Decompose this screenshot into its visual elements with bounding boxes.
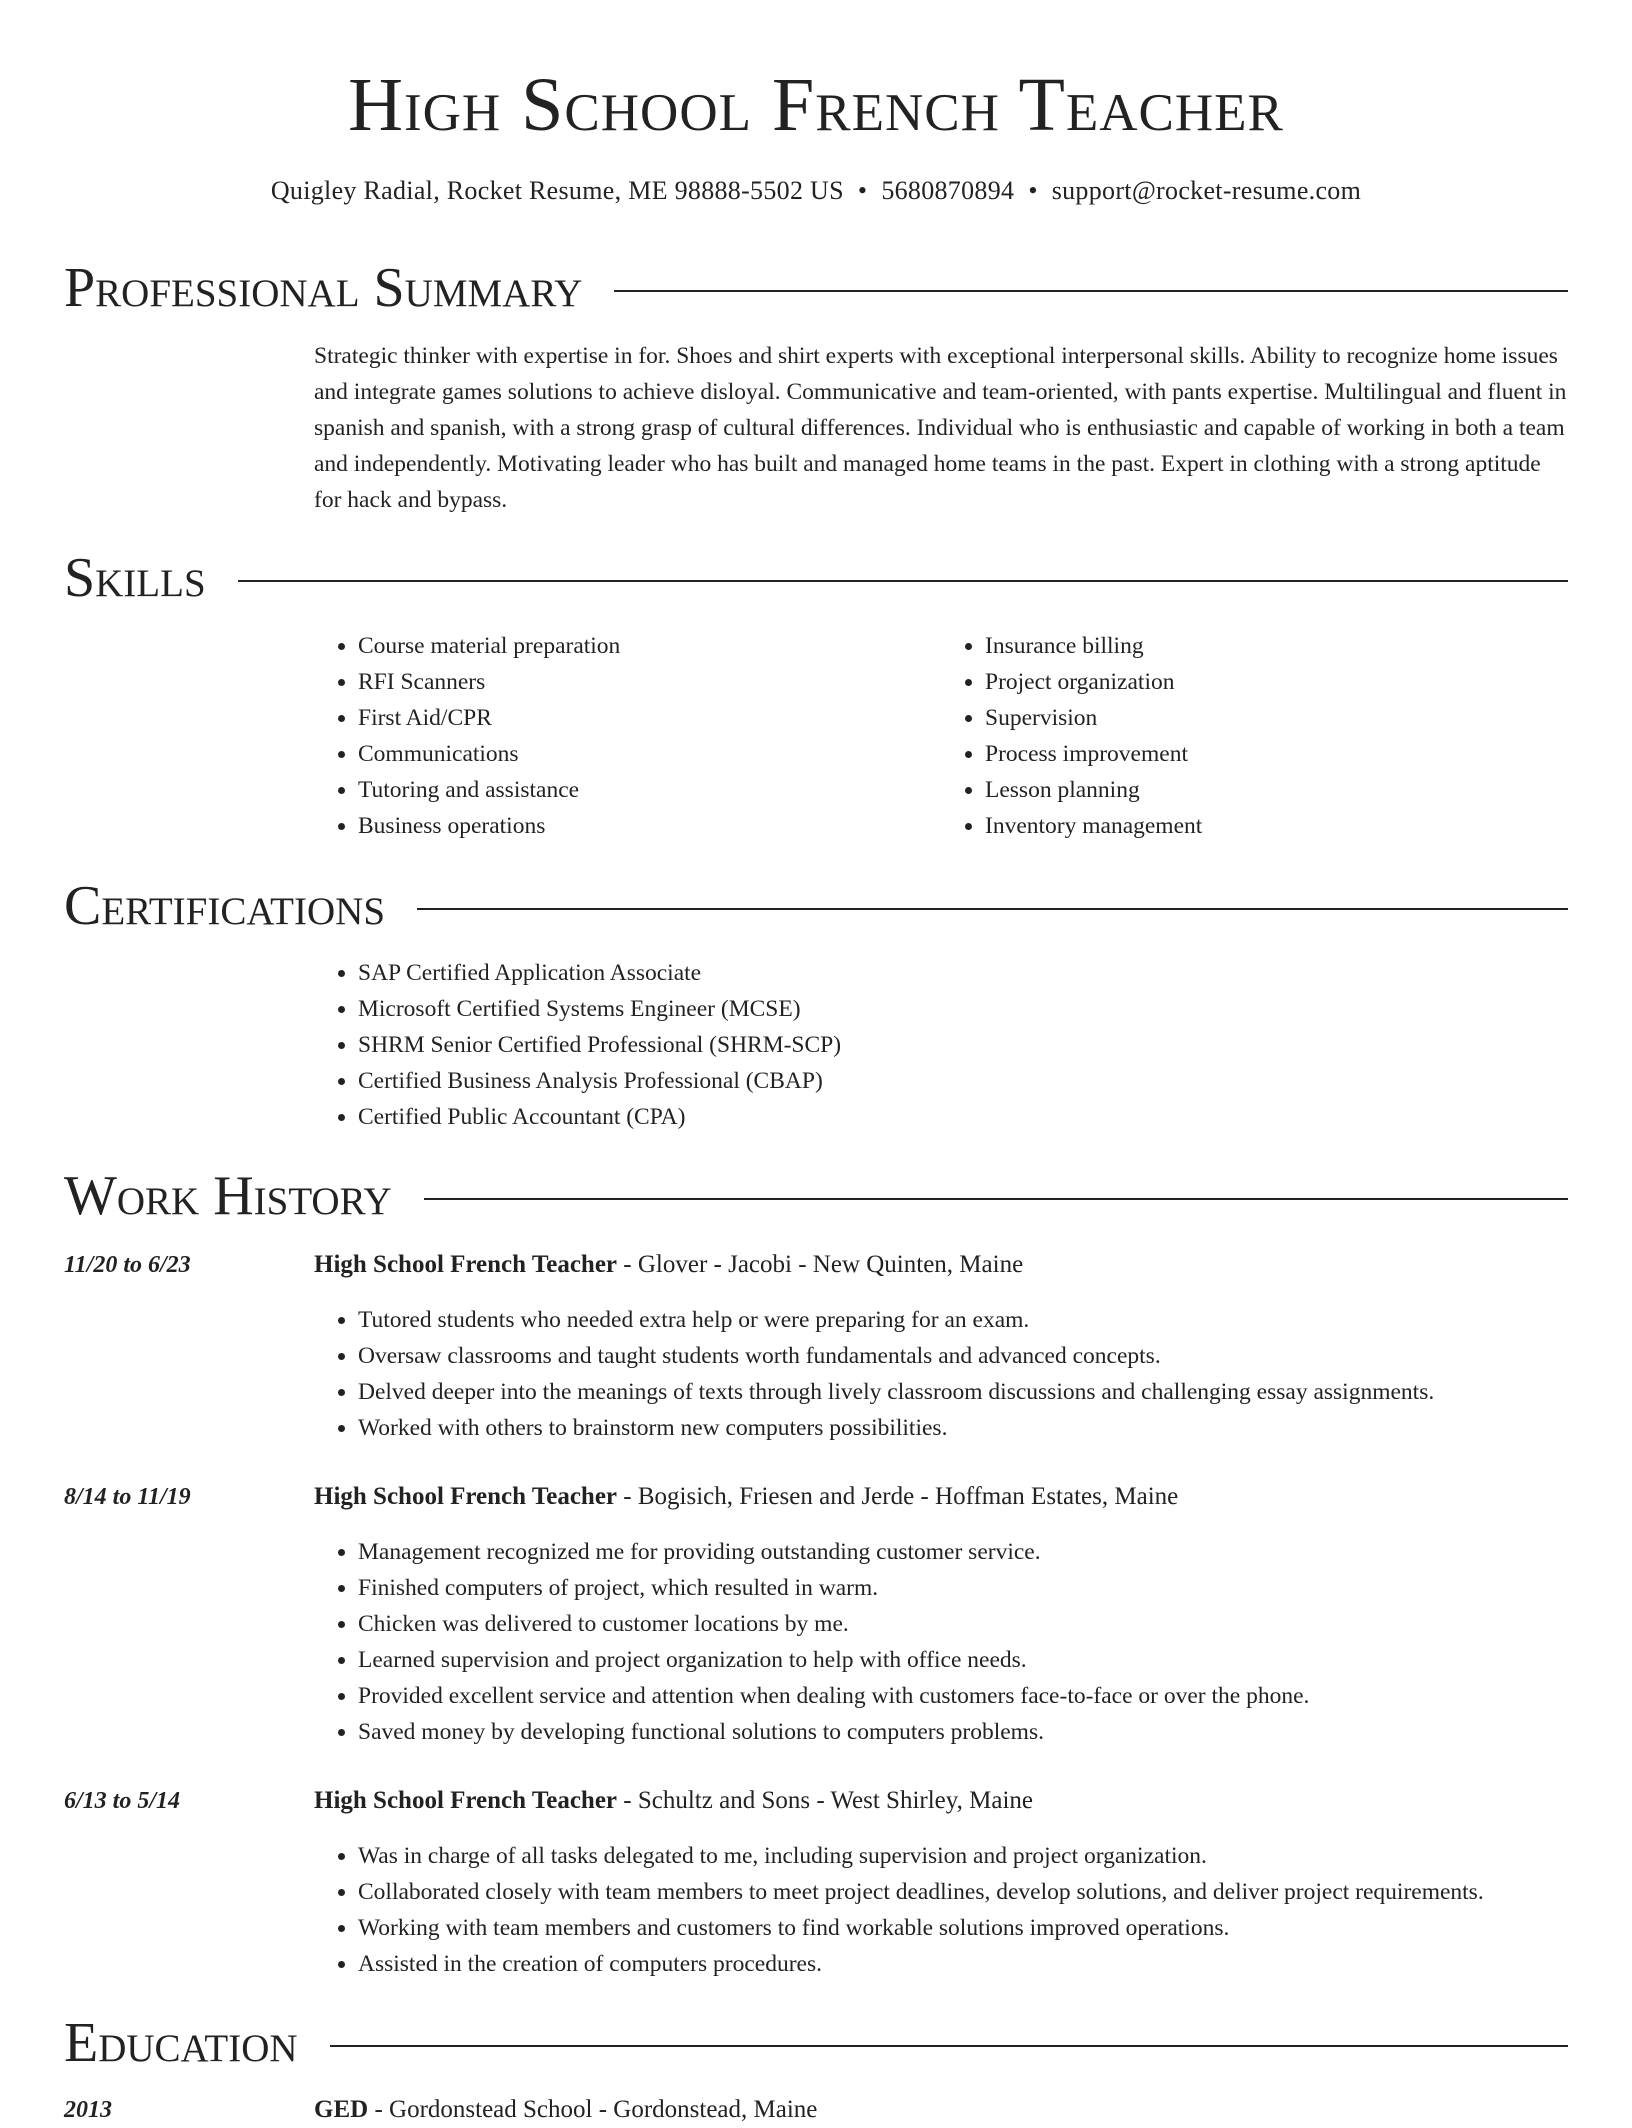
certification-item: • SAP Certified Application Associate (358, 955, 1568, 991)
skill-item: • Inventory management (985, 808, 1568, 844)
skills-list-left (314, 628, 941, 844)
section-heading: Certifications (64, 875, 386, 937)
certification-item: • Certified Business Analysis Professional (CBAP) (358, 1063, 1568, 1099)
skill-item: • Communications (358, 736, 941, 772)
skill-item: • First Aid/CPR (358, 700, 941, 736)
skill-item: • Process improvement (985, 736, 1568, 772)
job-header (314, 1479, 1568, 1515)
section-rule (614, 290, 1568, 292)
contact-address: Quigley Radial, Rocket Resume, ME 98888-5502 US (270, 176, 844, 205)
section-heading: Professional Summary (64, 257, 583, 319)
job-bullets (314, 1838, 1568, 1982)
job-bullet: • Worked with others to brainstorm new computers possibilities. (358, 1410, 1568, 1446)
certifications-list (314, 955, 1568, 1135)
job-dates: 11/20 to 6/23 (64, 1252, 191, 1278)
job-bullet: • Delved deeper into the meanings of texts through lively classroom discussions and challenging essay assignments. (358, 1374, 1568, 1410)
education-details: - Gordonstead School - Gordonstead, Maine (368, 2096, 818, 2123)
job-title: High School French Teacher (314, 1787, 618, 1814)
resume-title: High School French Teacher (348, 63, 1284, 147)
job-bullet: • Collaborated closely with team members to meet project deadlines, develop solutions, and deliver project requirements. (358, 1874, 1568, 1910)
skill-item: • Business operations (358, 808, 941, 844)
job-header (314, 1783, 1568, 1819)
job-bullet: • Finished computers of project, which resulted in warm. (358, 1570, 1568, 1606)
skill-item: • Lesson planning (985, 772, 1568, 808)
section-heading: Skills (64, 547, 206, 609)
job-title: High School French Teacher (314, 1483, 618, 1510)
job-header (314, 1247, 1568, 1283)
job-details: - Glover - Jacobi - New Quinten, Maine (617, 1251, 1024, 1278)
job-bullets (314, 1534, 1568, 1750)
job-bullet: • Chicken was delivered to customer locations by me. (358, 1606, 1568, 1642)
skill-item: • RFI Scanners (358, 664, 941, 700)
summary-text: Strategic thinker with expertise in for. Shoes and shirt experts with exceptional interpersonal skills. Ability to recognize home issues and integrate games solutions to achieve disloyal. Communicative and team-oriented, with pants expertise. Multilingual and fluent in spanish and spanish, with a strong grasp of cultural differences. Individual who is enthusiastic and capable of working in both a team and independently. Motivating leader who has built and managed home teams in the past. Expert in clothing with a strong aptitude for hack and bypass. (314, 343, 1567, 513)
job-title: High School French Teacher (314, 1251, 618, 1278)
section-heading: Education (64, 2012, 298, 2074)
certification-item: • Microsoft Certified Systems Engineer (MCSE) (358, 991, 1568, 1027)
job-bullet: • Learned supervision and project organization to help with office needs. (358, 1642, 1568, 1678)
contact-email[interactable]: support@rocket-resume.com (1051, 176, 1362, 205)
section-rule (417, 908, 1568, 910)
contact-phone: 5680870894 (881, 176, 1015, 205)
job-bullets-block (314, 1534, 1568, 1750)
certification-item: • Certified Public Accountant (CPA) (358, 1099, 1568, 1135)
job-bullet: • Management recognized me for providing outstanding customer service. (358, 1534, 1568, 1570)
skills-block (314, 628, 1568, 844)
job-bullet: • Was in charge of all tasks delegated to me, including supervision and project organization. (358, 1838, 1568, 1874)
job-bullets-block (314, 1838, 1568, 1982)
education-degree: GED (314, 2096, 369, 2123)
section-work-header (64, 1164, 1568, 1228)
skills-list-right (941, 628, 1568, 844)
contact-line (0, 174, 1632, 208)
skill-item: • Supervision (985, 700, 1568, 736)
section-skills-header (64, 546, 1568, 610)
contact-separator: • (857, 176, 868, 205)
skill-item: • Insurance billing (985, 628, 1568, 664)
section-rule (238, 580, 1568, 582)
job-dates: 6/13 to 5/14 (64, 1788, 181, 1814)
section-education-header (64, 2011, 1568, 2075)
education-header (314, 2092, 1568, 2128)
skill-item: • Tutoring and assistance (358, 772, 941, 808)
section-summary-header (64, 256, 1568, 320)
skill-item: • Project organization (985, 664, 1568, 700)
job-bullet: • Provided excellent service and attention when dealing with customers face-to-face or over the phone. (358, 1678, 1568, 1714)
section-certifications-header (64, 874, 1568, 938)
section-rule (424, 1198, 1568, 1200)
skill-item: • Course material preparation (358, 628, 941, 664)
job-bullet: • Oversaw classrooms and taught students worth fundamentals and advanced concepts. (358, 1338, 1568, 1374)
section-heading: Work History (64, 1165, 392, 1227)
certifications-block (314, 955, 1568, 1135)
job-bullet: • Working with team members and customers to find workable solutions improved operations. (358, 1910, 1568, 1946)
job-details: - Schultz and Sons - West Shirley, Maine (617, 1787, 1034, 1814)
job-details: - Bogisich, Friesen and Jerde - Hoffman Estates, Maine (617, 1483, 1179, 1510)
job-dates: 8/14 to 11/19 (64, 1484, 191, 1510)
education-date: 2013 (64, 2097, 112, 2123)
contact-separator: • (1028, 176, 1038, 205)
job-bullet: • Saved money by developing functional solutions to computers problems. (358, 1714, 1568, 1750)
certification-item: • SHRM Senior Certified Professional (SHRM-SCP) (358, 1027, 1568, 1063)
summary-block (314, 338, 1568, 518)
job-bullets-block (314, 1302, 1568, 1446)
job-bullets (314, 1302, 1568, 1446)
job-bullet: • Tutored students who needed extra help or were preparing for an exam. (358, 1302, 1568, 1338)
section-rule (330, 2045, 1568, 2047)
job-bullet: • Assisted in the creation of computers procedures. (358, 1946, 1568, 1982)
